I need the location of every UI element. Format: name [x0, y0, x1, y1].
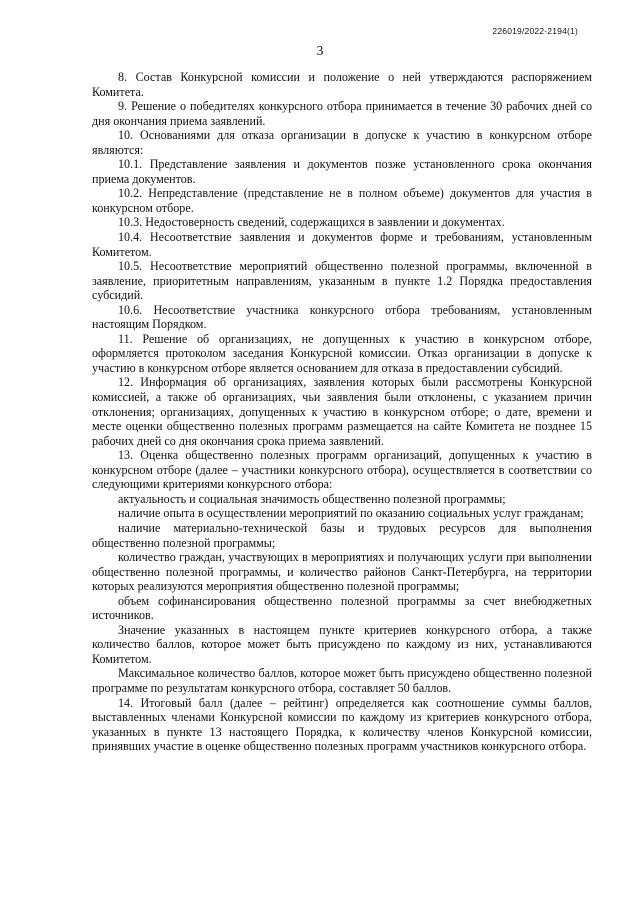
paragraph-10-2: 10.2. Непредставление (представление не в полном объеме) документов для участия в конкурсном отборе. — [92, 186, 592, 215]
paragraph-10-5: 10.5. Несоответствие мероприятий общественно полезной программы, включенной в заявление, приоритетным направлениям, указанным в пункте 1.2 Порядка предоставления субсидий. — [92, 259, 592, 303]
criterion-participants: количество граждан, участвующих в мероприятиях и получающих услуги при выполнении общественно полезной программы, и количество районов Санкт-Петербурга, на территории которых реализуются мероприятия общественно полезной программы; — [92, 550, 592, 594]
registration-number: 226019/2022-2194(1) — [492, 26, 578, 36]
paragraph-10-3: 10.3. Недостоверность сведений, содержащихся в заявлении и документах. — [118, 215, 505, 230]
paragraph-13: 13. Оценка общественно полезных программ организаций, допущенных к участию в конкурсном отборе (далее – участники конкурсного отбора), осуществляется в соответствии со следующими критериями конкурсного отбора: — [92, 448, 592, 492]
document-body — [92, 70, 592, 754]
criterion-experience: наличие опыта в осуществлении мероприятий по оказанию социальных услуг гражданам; — [118, 506, 584, 521]
criteria-values-note: Значение указанных в настоящем пункте критериев конкурсного отбора, а также количество баллов, которое может быть присуждено по каждому из них, устанавливаются Комитетом. — [92, 622, 592, 666]
paragraph-11: 11. Решение об организациях, не допущенных к участию в конкурсном отборе, оформляется протоколом заседания Конкурсной комиссии. Отказ организации в допуске к участию в конкурсном отборе является основанием для отказа в предоставлении субсидий. — [92, 331, 592, 375]
paragraph-10-6: 10.6. Несоответствие участника конкурсного отбора требованиям, установленным настоящим Порядком. — [92, 302, 592, 332]
paragraph-10-1: 10.1. Представление заявления и документов позже установленного срока окончания приема документов. — [92, 157, 592, 186]
paragraph-8: 8. Состав Конкурсной комиссии и положение о ней утверждаются распоряжением Комитета. — [92, 70, 592, 99]
max-score-note: Максимальное количество баллов, которое может быть присуждено общественно полезной программе по результатам конкурсного отбора, составляет 50 баллов. — [92, 666, 592, 695]
criterion-relevance: актуальность и социальная значимость общественно полезной программы; — [118, 491, 506, 506]
paragraph-10: 10. Основаниями для отказа организации в допуске к участию в конкурсном отборе являются: — [92, 128, 592, 157]
criterion-resources: наличие материально-технической базы и трудовых ресурсов для выполнения общественно полезной программы; — [92, 520, 592, 550]
paragraph-12: 12. Информация об организациях, заявления которых были рассмотрены Конкурсной комиссией, а также об организациях, чьи заявления были отклонены, с указанием причин отклонения; организациях, допущенных к участию в конкурсном отборе; о дате, времени и месте оценки общественно полезных программ размещается на сайте Комитета не позднее 15 рабочих дней со дня окончания срока приема заявлений. — [92, 375, 592, 448]
paragraph-14: 14. Итоговый балл (далее – рейтинг) определяется как соотношение суммы баллов, выставленных членами Конкурсной комиссии по каждому из критериев конкурсного отбора, указанных в пункте 13 настоящего Порядка, к количеству членов Конкурсной комиссии, принявших участие в оценке общественно полезных программ участников конкурсного отбора. — [92, 695, 592, 754]
paragraph-9: 9. Решение о победителях конкурсного отбора принимается в течение 30 рабочих дней со дня окончания приема заявлений. — [92, 99, 592, 128]
paragraph-10-4: 10.4. Несоответствие заявления и документов форме и требованиям, установленным Комитетом. — [92, 230, 592, 259]
criterion-cofinancing: объем софинансирования общественно полезной программы за счет внебюджетных источников. — [92, 593, 592, 623]
page-number: 3 — [316, 43, 324, 58]
